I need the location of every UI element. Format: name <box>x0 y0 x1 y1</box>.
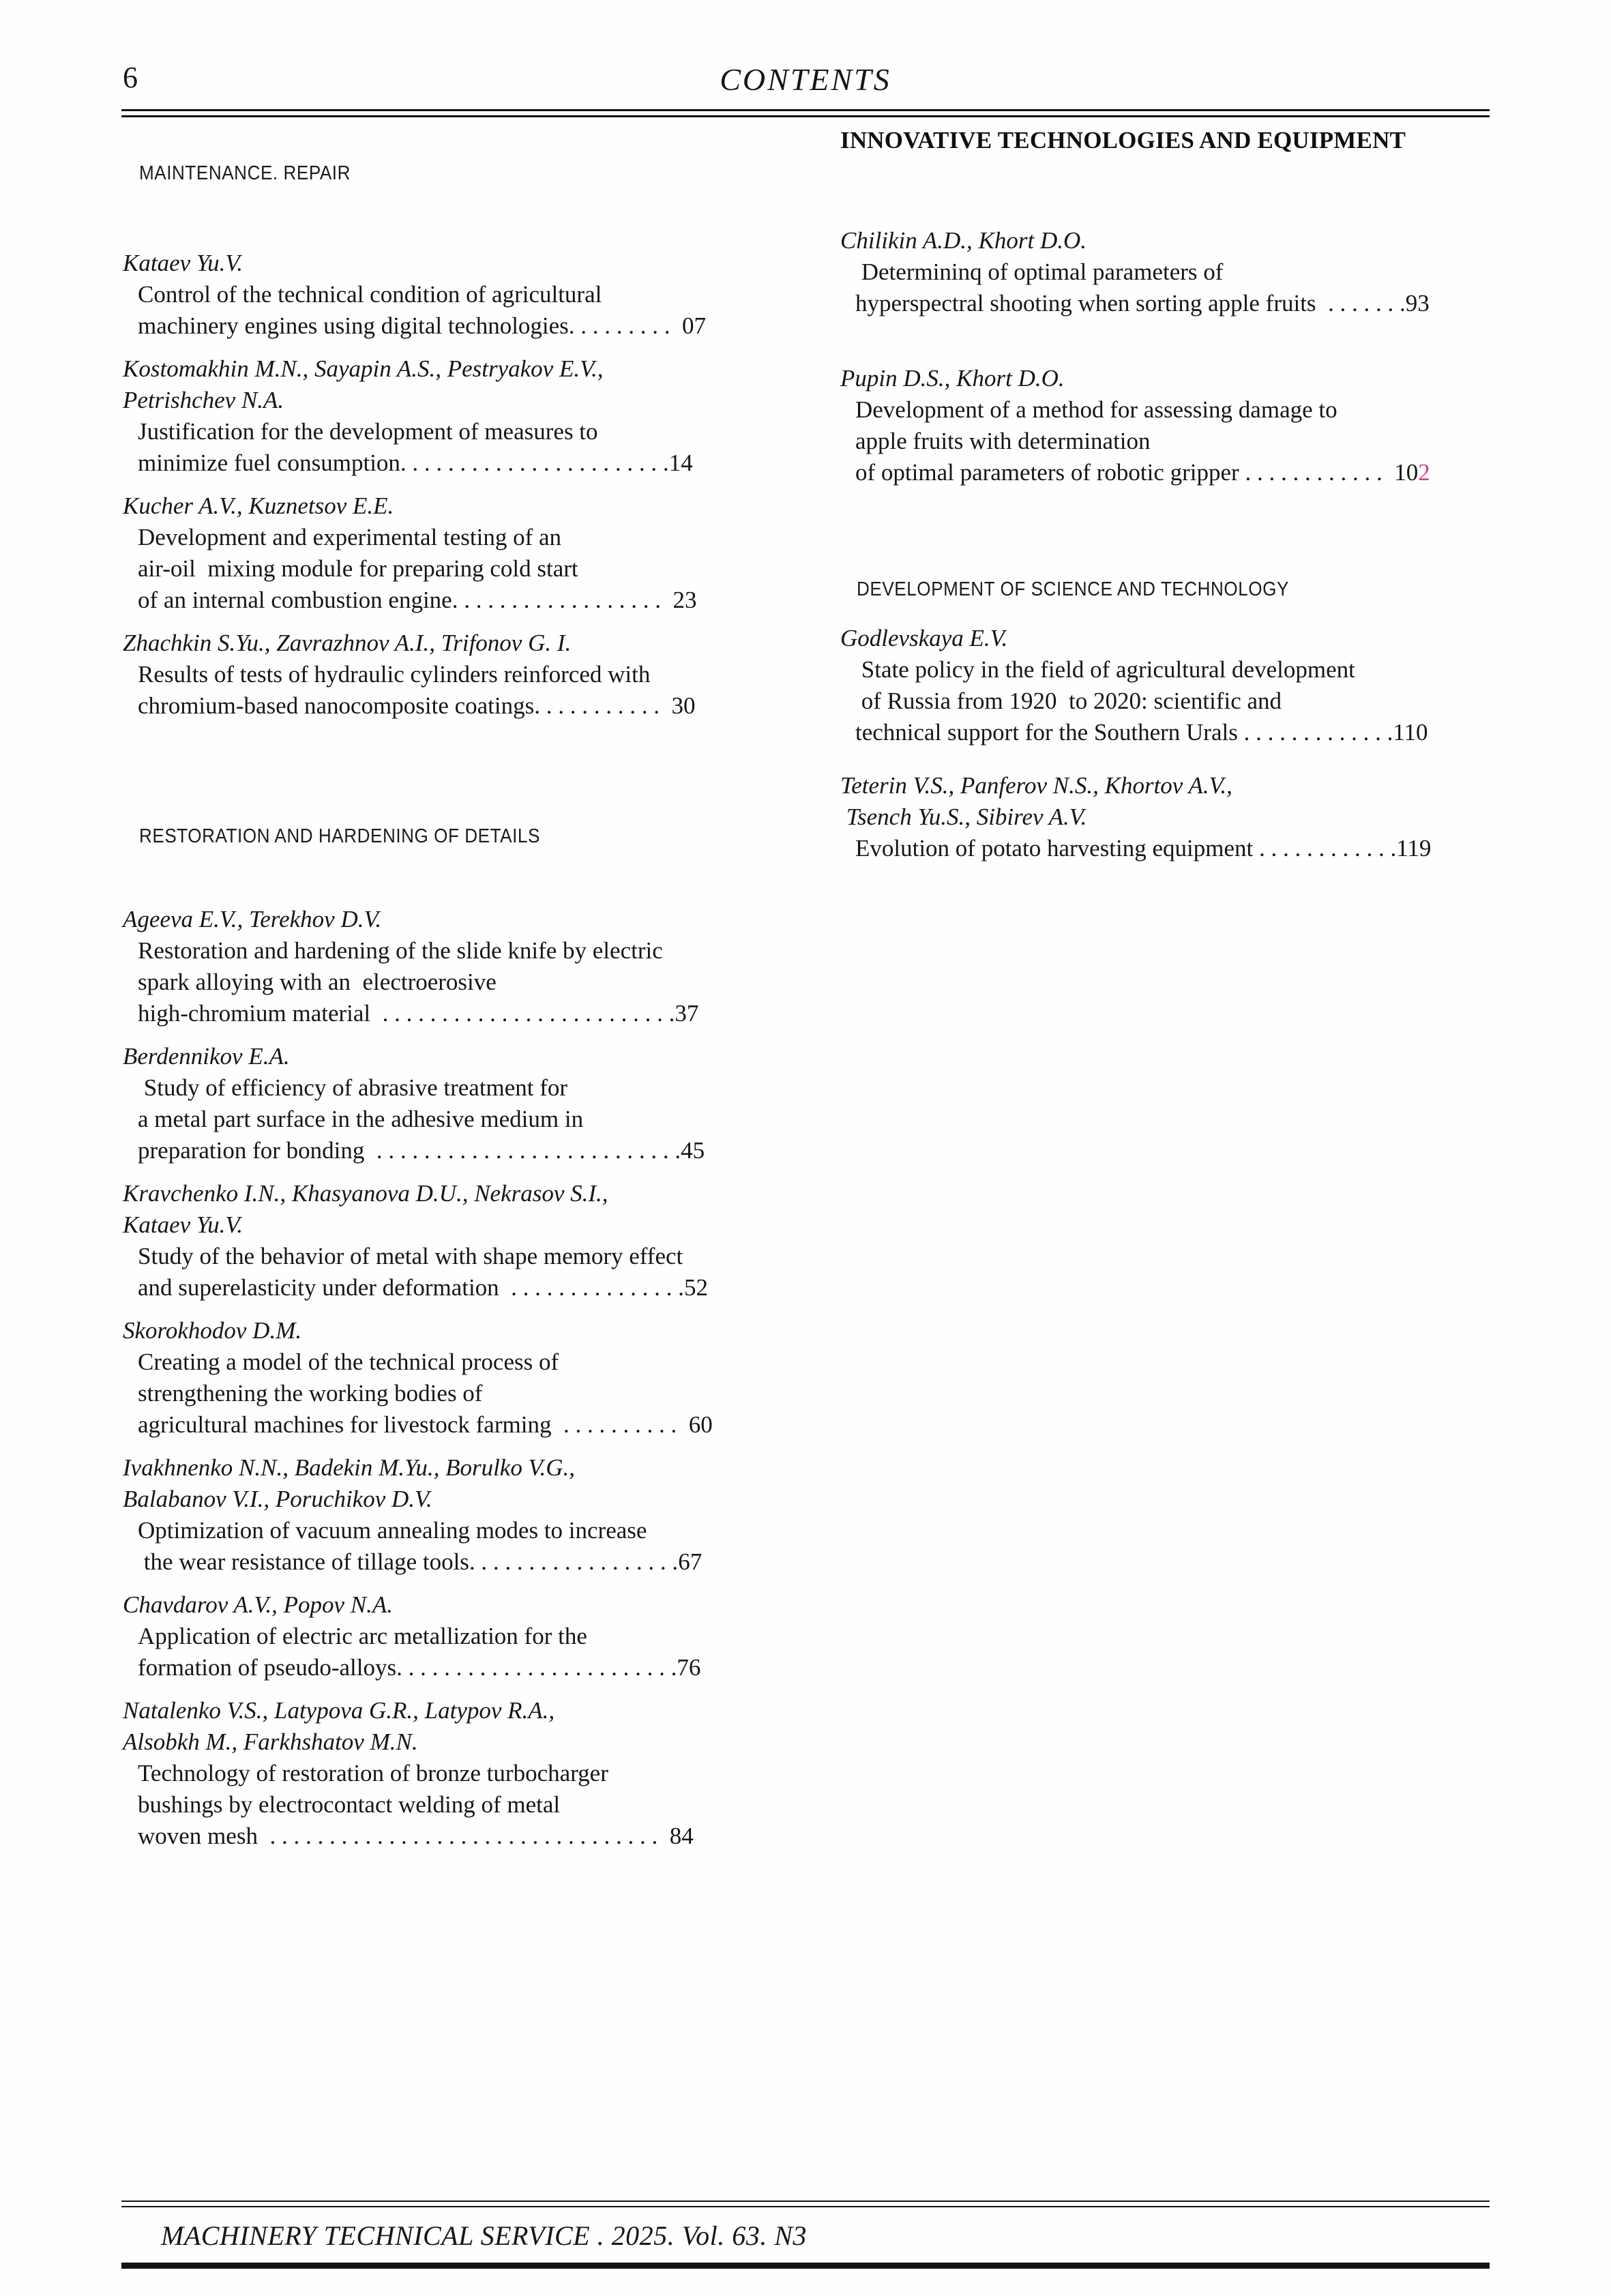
entry-title-line: and superelasticity under deformation . . . . . . . . . . . . . . .52 <box>138 1274 708 1301</box>
entry-title-line: Development and experimental testing of an <box>138 524 562 550</box>
entry-page-number: 14 <box>668 450 693 476</box>
toc-entry <box>123 353 815 479</box>
toc-entry <box>123 1041 815 1166</box>
toc-column-right <box>840 127 1492 886</box>
entry-title-line: air-oil mixing module for preparing cold start <box>138 555 578 582</box>
entry-title-line: formation of pseudo-alloys. . . . . . . . . . . . . . . . . . . . . . . .76 <box>138 1654 701 1681</box>
entry-authors: Chilikin A.D., Khort D.O. <box>840 227 1087 254</box>
toc-entry <box>123 1178 815 1304</box>
entry-title-line: Control of the technical condition of agricultural <box>138 281 602 308</box>
entry-page-number: 30 <box>671 692 696 719</box>
entry-page-number: 76 <box>677 1654 701 1681</box>
entry-page-number: 52 <box>683 1274 708 1301</box>
entry-authors: Kataev Yu.V. <box>123 1211 243 1238</box>
entry-title-line: chromium-based nanocomposite coatings. . . . . . . . . . . 30 <box>138 692 696 719</box>
entry-page-number: 119 <box>1396 835 1432 862</box>
journal-footer-text: MACHINERY TECHNICAL SERVICE . 2025. Vol. 63. N3 <box>161 2220 807 2251</box>
entry-title-line: Development of a method for assessing damage to <box>855 396 1337 423</box>
entry-title-line: agricultural machines for livestock farming . . . . . . . . . . 60 <box>138 1411 713 1438</box>
entry-title-line: Evolution of potato harvesting equipment . . . . . . . . . . . .119 <box>855 835 1432 862</box>
toc-column-left <box>123 162 815 1864</box>
entry-title-line: strengthening the working bodies of <box>138 1380 483 1407</box>
entry-title-line: woven mesh . . . . . . . . . . . . . . . . . . . . . . . . . . . . . . . . . 84 <box>138 1823 694 1849</box>
entry-authors: Natalenko V.S., Latypova G.R., Latypov R.A., <box>123 1697 555 1724</box>
entry-title-line: Technology of restoration of bronze turbocharger <box>138 1760 608 1786</box>
entry-title-line: machinery engines using digital technologies. . . . . . . . . 07 <box>138 312 707 339</box>
entry-page-number: 84 <box>669 1823 694 1849</box>
entry-page-number: 45 <box>681 1137 705 1164</box>
entry-title-line: Study of efficiency of abrasive treatment for <box>138 1074 568 1101</box>
entry-page-number: 23 <box>673 587 697 613</box>
entry-page-number: 07 <box>682 312 707 339</box>
entry-authors: Kucher A.V., Kuznetsov E.E. <box>123 492 394 519</box>
toc-entry <box>123 248 815 342</box>
entry-authors: Tsench Yu.S., Sibirev A.V. <box>840 804 1087 830</box>
toc-entry <box>840 770 1492 864</box>
entry-authors: Godlevskaya E.V. <box>840 625 1008 651</box>
entry-title-line: the wear resistance of tillage tools. . . . . . . . . . . . . . . . . .67 <box>138 1548 703 1575</box>
entry-title-line: Results of tests of hydraulic cylinders reinforced with <box>138 661 651 688</box>
footer-double-rule <box>121 2201 1490 2207</box>
entry-title-line: Creating a model of the technical process of <box>138 1349 559 1375</box>
entry-authors: Petrishchev N.A. <box>123 387 284 413</box>
section-heading: DEVELOPMENT OF SCIENCE AND TECHNOLOGY <box>857 578 1289 600</box>
entry-title-line: a metal part surface in the adhesive medium in <box>138 1106 584 1132</box>
entry-authors: Teterin V.S., Panferov N.S., Khortov A.V., <box>840 772 1232 799</box>
toc-entry <box>123 1452 815 1578</box>
toc-entry <box>123 1589 815 1683</box>
footer-thick-rule <box>121 2263 1490 2269</box>
entry-page-number: 93 <box>1405 290 1430 317</box>
entry-title-line: Determininq of optimal parameters of <box>855 259 1224 285</box>
entry-title-line: high-chromium material . . . . . . . . . . . . . . . . . . . . . . . . .37 <box>138 1000 699 1027</box>
section-heading: RESTORATION AND HARDENING OF DETAILS <box>139 825 540 847</box>
entry-authors: Kataev Yu.V. <box>123 250 243 276</box>
entry-title-line: bushings by electrocontact welding of metal <box>138 1791 561 1818</box>
entry-title-line: Study of the behavior of metal with shape memory effect <box>138 1243 683 1269</box>
entry-title-line: Justification for the development of measures to <box>138 418 598 445</box>
header-double-rule <box>121 109 1490 117</box>
entry-authors: Kostomakhin M.N., Sayapin A.S., Pestryakov E.V., <box>123 355 604 382</box>
entry-title-line: Optimization of vacuum annealing modes to increase <box>138 1517 647 1544</box>
entry-title-line: of optimal parameters of robotic gripper . . . . . . . . . . . . 102 <box>855 459 1430 486</box>
entry-title-line: spark alloying with an electroerosive <box>138 969 497 995</box>
toc-section <box>123 162 815 722</box>
entry-title-line: of an internal combustion engine. . . . . . . . . . . . . . . . . . 23 <box>138 587 697 613</box>
entry-title-line: State policy in the field of agricultural development <box>855 656 1355 683</box>
entry-title-line: apple fruits with determination <box>855 428 1151 454</box>
entry-authors: Ageeva E.V., Terekhov D.V. <box>123 906 382 932</box>
entry-authors: Balabanov V.I., Poruchikov D.V. <box>123 1486 432 1512</box>
entry-authors: Skorokhodov D.M. <box>123 1317 302 1344</box>
entry-page-number: 60 <box>688 1411 713 1438</box>
entry-page-number: 37 <box>675 1000 699 1027</box>
toc-entry <box>123 628 815 722</box>
toc-entry <box>123 904 815 1029</box>
section-heading: INNOVATIVE TECHNOLOGIES AND EQUIPMENT <box>840 127 1406 153</box>
entry-title-line: of Russia from 1920 to 2020: scientific and <box>855 688 1282 714</box>
toc-entry <box>840 623 1492 748</box>
entry-page-number-accent: 2 <box>1418 459 1430 486</box>
toc-section <box>123 825 815 1852</box>
toc-entry <box>123 1695 815 1852</box>
toc-entry <box>123 490 815 616</box>
entry-authors: Pupin D.S., Khort D.O. <box>840 365 1065 392</box>
entry-authors: Ivakhnenko N.N., Badekin M.Yu., Borulko V.G., <box>123 1454 575 1481</box>
entry-authors: Alsobkh M., Farkhshatov M.N. <box>123 1728 418 1755</box>
entry-authors: Chavdarov A.V., Popov N.A. <box>123 1591 393 1618</box>
entry-page-number: 110 <box>1393 719 1428 746</box>
entry-title-line: technical support for the Southern Urals . . . . . . . . . . . . .110 <box>855 719 1428 746</box>
entry-page-number: 10 <box>1394 459 1419 486</box>
page-title: CONTENTS <box>720 62 891 97</box>
page-number: 6 <box>123 61 138 94</box>
toc-entry <box>840 363 1492 488</box>
entry-title-line: preparation for bonding . . . . . . . . . . . . . . . . . . . . . . . . . .45 <box>138 1137 705 1164</box>
entry-authors: Zhachkin S.Yu., Zavrazhnov A.I., Trifonov G. I. <box>123 630 572 656</box>
toc-section <box>840 578 1492 864</box>
entry-authors: Kravchenko I.N., Khasyanova D.U., Nekrasov S.I., <box>123 1180 608 1207</box>
entry-title-line: Application of electric arc metallization for the <box>138 1623 587 1649</box>
entry-page-number: 67 <box>678 1548 703 1575</box>
entry-title-line: minimize fuel consumption. . . . . . . . . . . . . . . . . . . . . . .14 <box>138 450 693 476</box>
entry-authors: Berdennikov E.A. <box>123 1043 290 1070</box>
section-heading: MAINTENANCE. REPAIR <box>139 162 351 184</box>
toc-entry <box>840 225 1492 319</box>
entry-title-line: Restoration and hardening of the slide knife by electric <box>138 937 663 964</box>
entry-title-line: hyperspectral shooting when sorting apple fruits . . . . . . .93 <box>855 290 1430 317</box>
page-footer <box>121 2201 1490 2269</box>
toc-entry <box>123 1315 815 1441</box>
toc-section <box>840 127 1492 488</box>
